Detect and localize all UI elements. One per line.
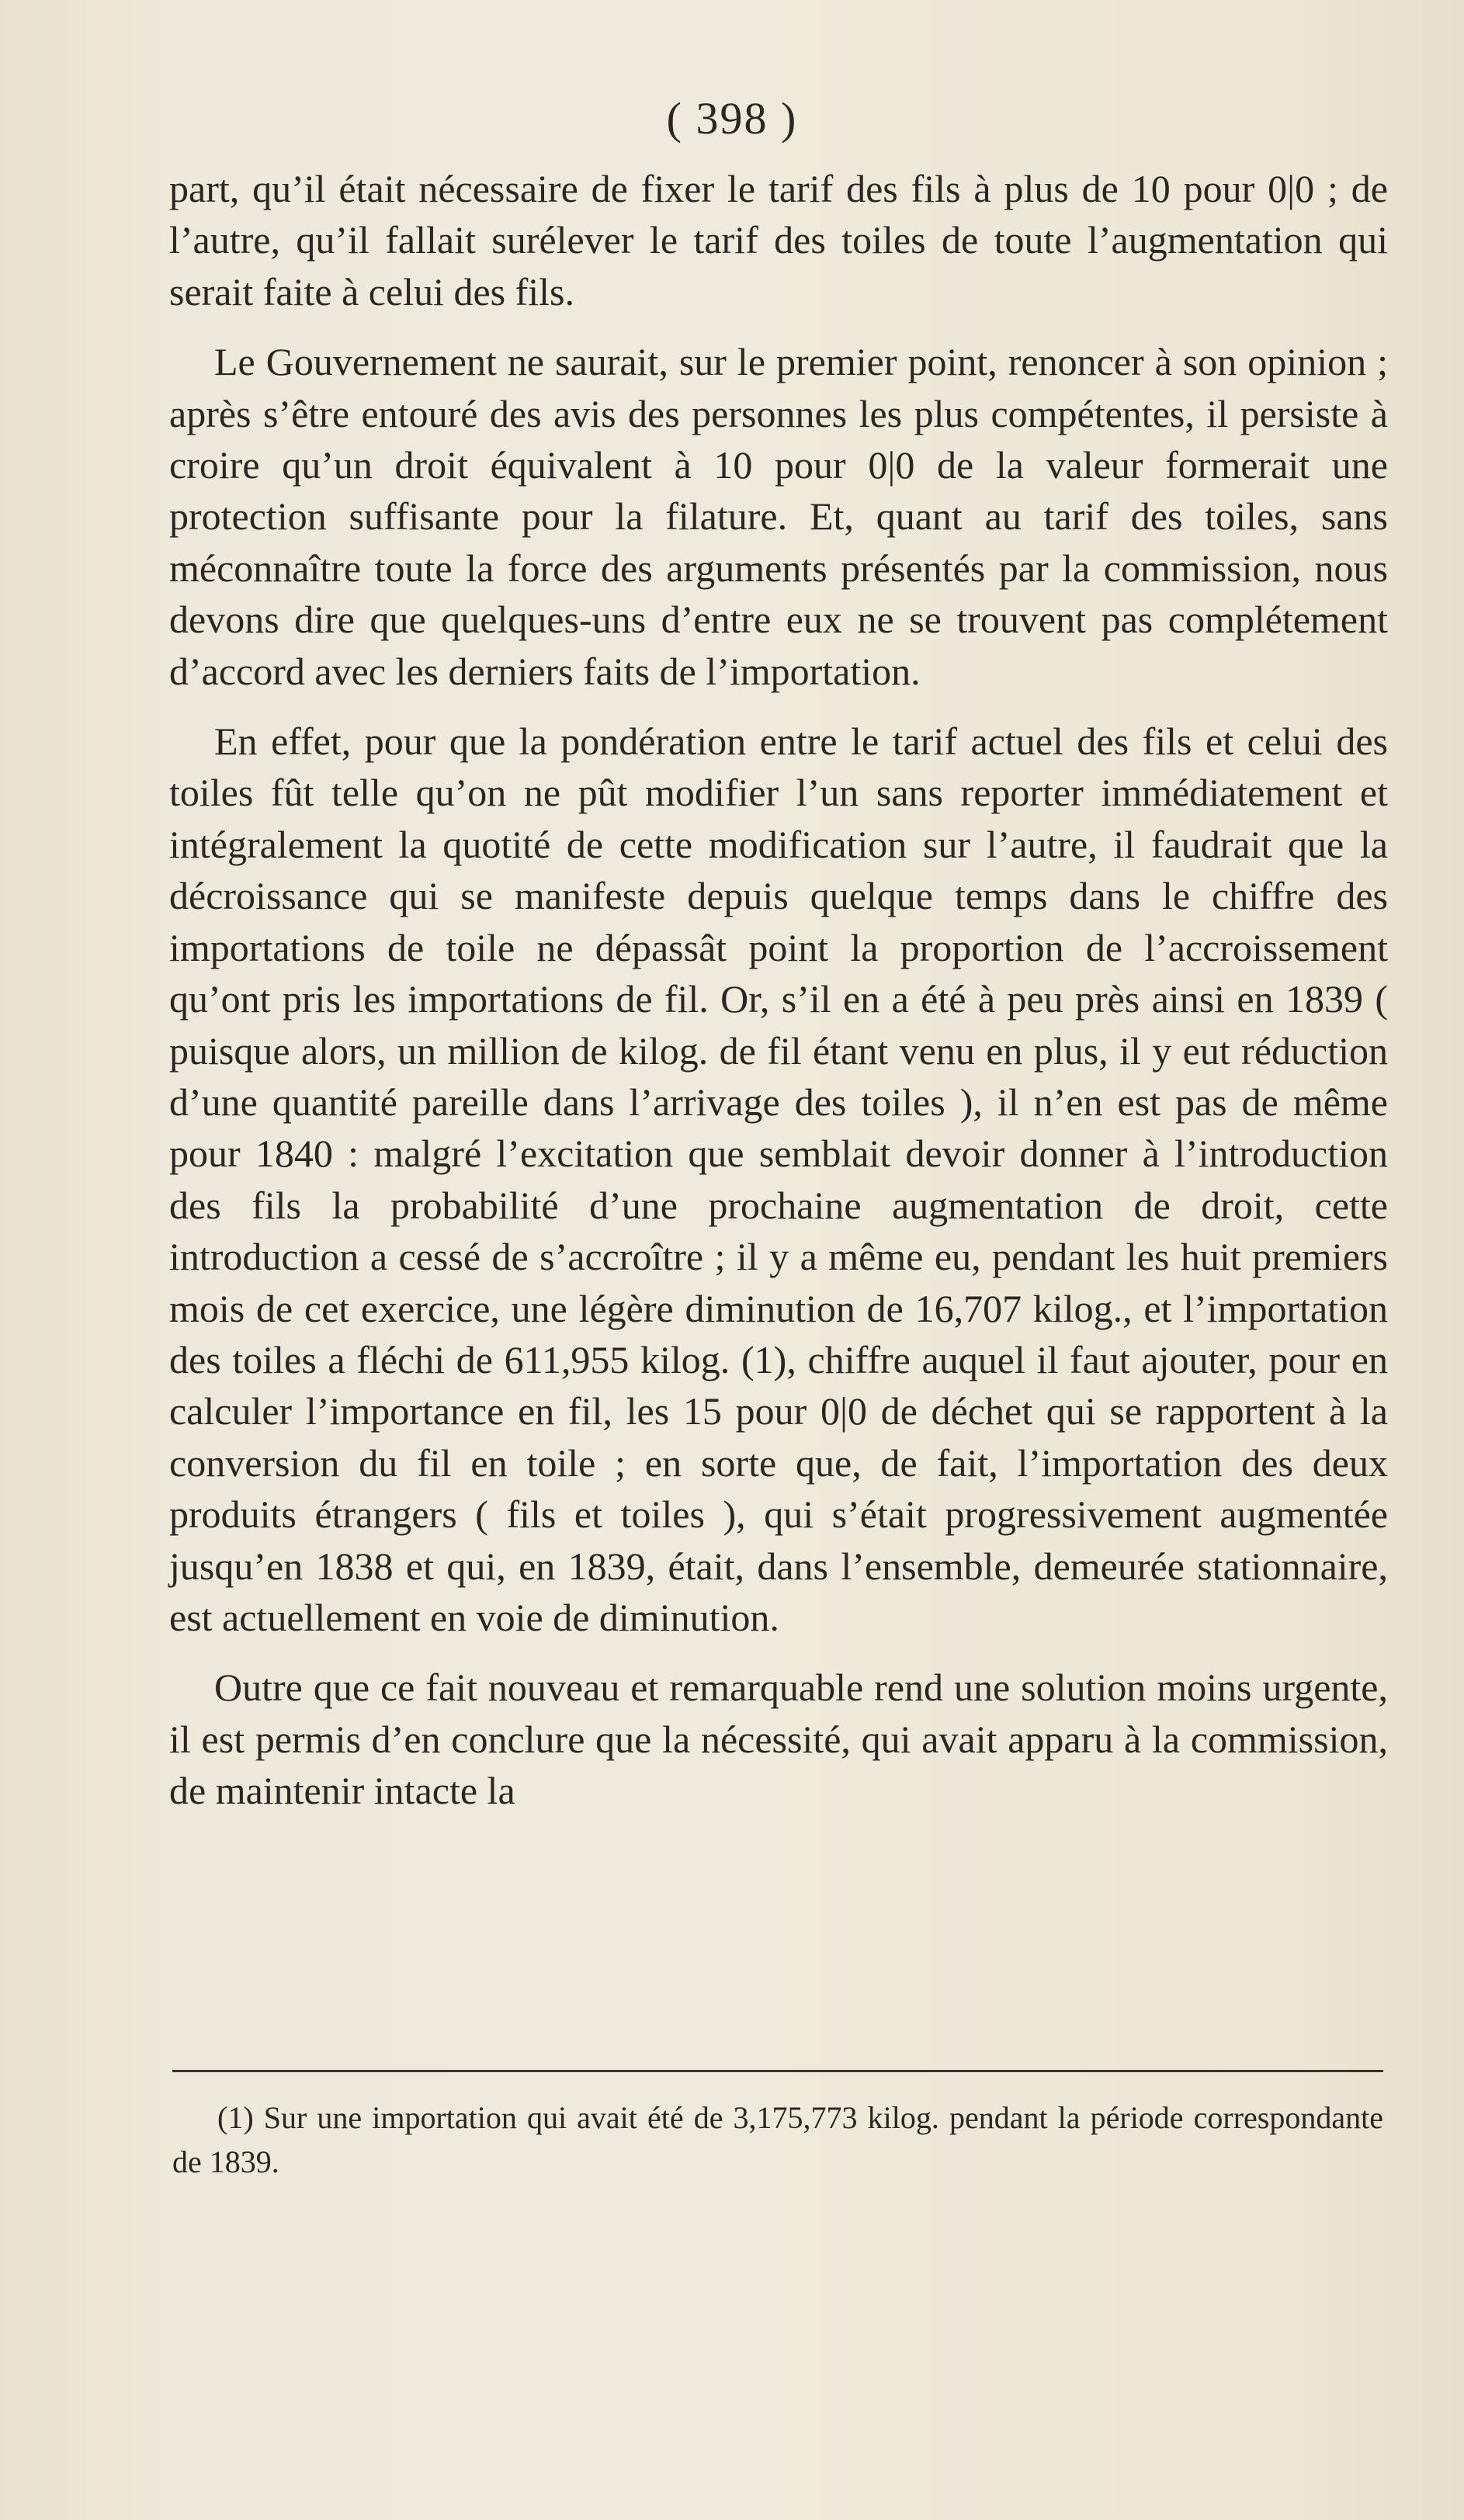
paragraph-conclusion: Outre que ce fait nouveau et remarquable rend une solution moins urgente, il est permis d’en conclure que la nécessité, qui avait apparu à la commission, de maintenir intacte la bbox=[169, 1666, 1388, 1813]
page-number: ( 398 ) bbox=[666, 93, 798, 144]
paragraph-continuation: part, qu’il était nécessaire de fixer le tarif des fils à plus de 10 pour 0|0 ; de l’autre, qu’il fallait surélever le tarif des toiles de toute l’augmentation qui serait faite à celui des fils. bbox=[169, 167, 1388, 314]
footnote-divider bbox=[172, 2070, 1383, 2072]
main-text bbox=[169, 163, 1388, 1817]
footnote: (1) Sur une importation qui avait été de 3,175,773 kilog. pendant la période correspondante de 1839. bbox=[172, 2100, 1383, 2179]
paragraph-import-figures: En effet, pour que la pondération entre le tarif actuel des fils et celui des toiles fût telle qu’on ne pût modifier l’un sans reporter immédiatement et intégralement la quotité de cette modification sur l’autre, il faudrait que la décroissance qui se manifeste depuis quelque temps dans le chiffre des importations de toile ne dépassât point la proportion de l’accroissement qu’ont pris les importations de fil. Or, s’il en a été à peu près ainsi en 1839 ( puisque alors, un million de kilog. de fil étant venu en plus, il y eut réduction d’une quantité pareille dans l’arrivage des toiles ), il n’en est pas de même pour 1840 : malgré l’excitation que semblait devoir donner à l’introduction des fils la probabilité d’une prochaine augmentation de droit, cette introduction a cessé de s’accroître ; il y a même eu, pendant les huit premiers mois de cet exercice, une légère diminution de 16,707 kilog., et l’importation des toiles a fléchi de 611,955 kilog. (1), chiffre auquel il faut ajouter, pour en calculer l’importance en fil, les 15 pour 0|0 de déchet qui se rapportent à la conversion du fil en toile ; en sorte que, de fait, l’importation des deux produits étrangers ( fils et toiles ), qui s’était progressivement augmentée jusqu’en 1838 et qui, en 1839, était, dans l’ensemble, demeurée stationnaire, est actuellement en voie de diminution. bbox=[169, 719, 1388, 1639]
paragraph-government-opinion: Le Gouvernement ne saurait, sur le premier point, renoncer à son opinion ; après s’être entouré des avis des personnes les plus compétentes, il persiste à croire qu’un droit équivalent à 10 pour 0|0 de la valeur formerait une protection suffisante pour la filature. Et, quant au tarif des toiles, sans méconnaître toute la force des arguments présentés par la commission, nous devons dire que quelques-uns d’entre eux ne se trouvent pas complétement d’accord avec les derniers faits de l’importation. bbox=[169, 340, 1388, 693]
